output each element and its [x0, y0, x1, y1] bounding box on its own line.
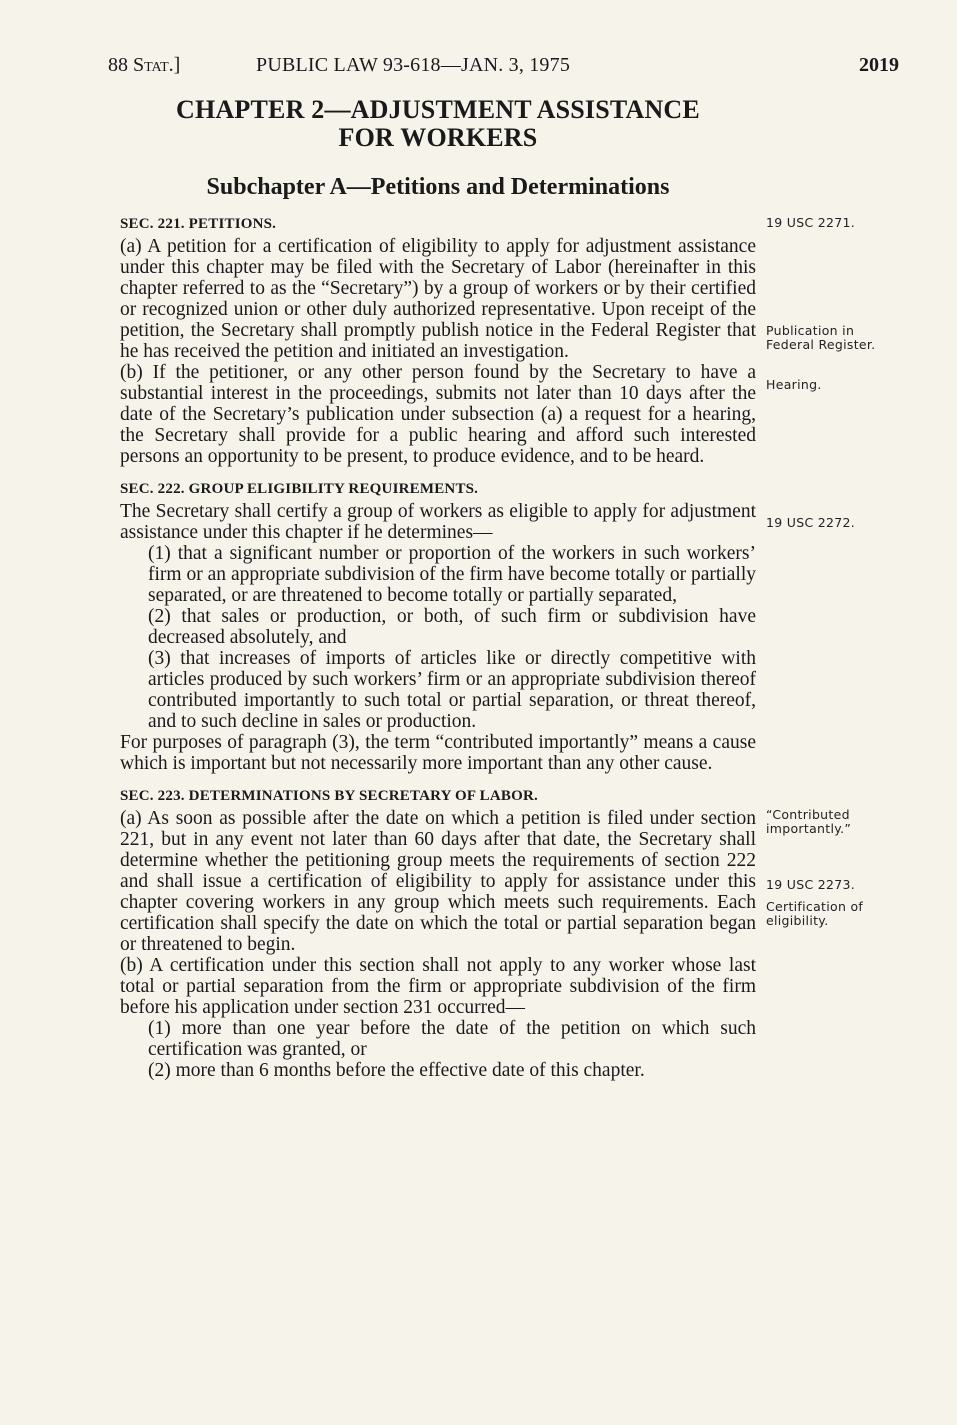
section-222-intro: The Secretary shall certify a group of workers as eligible to apply for adjustment assistance under this chapter if he determines—: [120, 501, 756, 543]
section-221-b: (b) If the petitioner, or any other person found by the Secretary to have a substantial interest in the proceedings, submits not later than 10 days after the date of the Secretary’s publication under subsection (a) a request for a hearing, the Secretary shall provide for a public hearing and afford such interested persons an opportunity to be present, to produce evidence, and to be heard.: [120, 362, 756, 467]
section-223-items: [120, 1018, 756, 1081]
chapter-title: CHAPTER 2—ADJUSTMENT ASSISTANCE FOR WORKERS: [176, 95, 700, 152]
list-item: (2) that sales or production, or both, of such firm or subdivision have decreased absolutely, and: [148, 606, 756, 648]
subchapter-title: Subchapter A—Petitions and Determinations: [206, 174, 670, 200]
page-number: 2019: [859, 54, 899, 76]
section-222-heading: SEC. 222. GROUP ELIGIBILITY REQUIREMENTS.: [120, 481, 479, 497]
section-221-a: (a) A petition for a certification of eligibility to apply for adjustment assistance under this chapter may be filed with the Secretary of Labor (hereinafter in this chapter referred to as the “Secretary”) by a group of workers or by their certified or recognized union or other duly authorized representative. Upon receipt of the petition, the Secretary shall promptly publish notice in the Federal Register that he has received the petition and initiated an investigation.: [120, 236, 756, 362]
list-item: (1) that a significant number or proportion of the workers in such workers’ firm or an appropriate subdivision of the firm have become totally or partially separated, or are threatened to become totally or partially separated,: [148, 543, 756, 606]
section-221-heading: SEC. 221. PETITIONS.: [120, 216, 277, 232]
margin-note-usc-2271: 19 USC 2271.: [766, 215, 856, 230]
margin-note-publication: Publication in Federal Register.: [766, 323, 876, 352]
margin-note-usc-2273: 19 USC 2273.: [766, 877, 856, 892]
margin-note-usc-2272: 19 USC 2272.: [766, 515, 856, 530]
running-header: [108, 54, 899, 84]
margin-note-contributed: “Contributed importantly.”: [766, 807, 852, 836]
margin-note-certification: Certification of eligibility.: [766, 899, 864, 928]
statute-citation: 88 Stat.]: [108, 54, 181, 76]
margin-note-hearing: Hearing.: [766, 377, 822, 392]
section-223-heading: SEC. 223. DETERMINATIONS BY SECRETARY OF LABOR.: [120, 788, 538, 804]
section-222-closing: For purposes of paragraph (3), the term “contributed importantly” means a cause which is important but not necessarily more important than any other cause.: [120, 732, 756, 774]
public-law-header: PUBLIC LAW 93-618—JAN. 3, 1975: [256, 54, 571, 76]
list-item: (1) more than one year before the date of the petition on which such certification was granted, or: [148, 1018, 756, 1060]
main-text: [120, 96, 756, 1081]
list-item: (3) that increases of imports of articles like or directly competitive with articles produced by such workers’ firm or an appropriate subdivision thereof contributed importantly to such total or partial separation, or threat thereof, and to such decline in sales or production.: [148, 648, 756, 732]
section-222-items: [120, 543, 756, 732]
section-223-b: (b) A certification under this section shall not apply to any worker whose last total or partial separation from the firm or appropriate subdivision of the firm before his application under section 231 occurred—: [120, 955, 756, 1018]
list-item: (2) more than 6 months before the effective date of this chapter.: [148, 1060, 645, 1081]
section-223-a: (a) As soon as possible after the date on which a petition is filed under section 221, but in any event not later than 60 days after that date, the Secretary shall determine whether the petitioning group meets the requirements of section 222 and shall issue a certification of eligibility to apply for assistance under this chapter covering workers in any group which meets such requirements. Each certification shall specify the date on which the total or partial separation began or threatened to begin.: [120, 808, 756, 955]
